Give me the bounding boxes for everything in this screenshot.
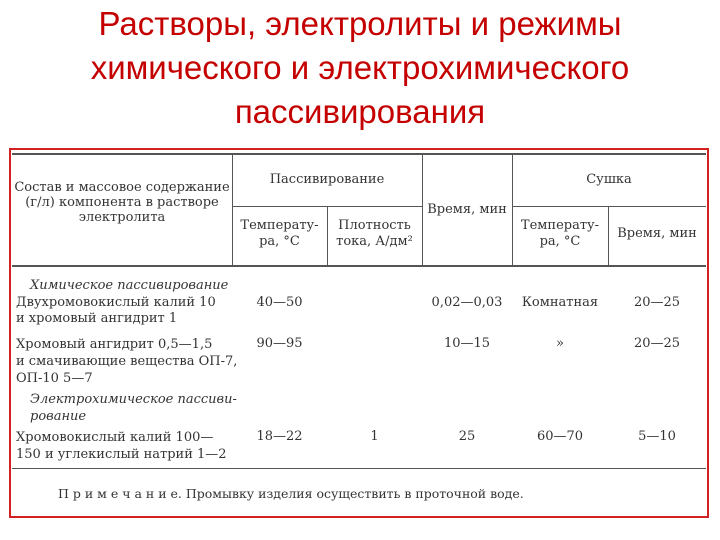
row3-temp: 18—22 bbox=[256, 429, 303, 444]
row2-drying-time: 20—25 bbox=[633, 336, 681, 351]
header-temp: Температу- ра, °С bbox=[240, 218, 319, 249]
slide-title bbox=[0, 2, 720, 134]
title-line-1: Растворы, электролиты и режимы bbox=[98, 5, 622, 42]
header-time: Время, мин bbox=[427, 202, 507, 217]
row2-composition: Хромовый ангидрит 0,5—1,5 и смачивающие вещества ОП-7, ОП-10 5—7 bbox=[16, 337, 238, 386]
title-line-2: химического и электрохимического bbox=[90, 49, 630, 86]
header-composition: Состав и массовое содержание (г/л) компонента в растворе электролита bbox=[14, 180, 230, 225]
title-line-3: пассивирования bbox=[234, 93, 486, 130]
section-electrochemical: Электрохимическое пассиви- рование bbox=[30, 392, 237, 424]
row1-composition: Двухромовокислый калий 10 и хромовый ангидрит 1 bbox=[16, 295, 216, 326]
rule-top bbox=[12, 153, 706, 155]
row3-time: 25 bbox=[458, 429, 476, 444]
row3-drying-time: 5—10 bbox=[638, 429, 676, 444]
row3-composition: Хромовокислый калий 100— 150 и углекислый натрий 1—2 bbox=[16, 430, 227, 462]
rule-header-bottom bbox=[12, 265, 706, 267]
header-drying-temp: Температу- ра, °С bbox=[520, 218, 600, 249]
table-note: П р и м е ч а н и е. Промывку изделия осуществить в проточной воде. bbox=[58, 486, 524, 501]
header-density: Плотность тока, А/дм² bbox=[336, 218, 413, 249]
rule-subheader-drying bbox=[512, 206, 706, 207]
row2-time: 10—15 bbox=[443, 336, 491, 351]
row1-time: 0,02—0,03 bbox=[431, 295, 503, 310]
row3-drying-temp: 60—70 bbox=[536, 429, 584, 444]
header-drying-time: Время, мин bbox=[617, 226, 697, 241]
header-passivation: Пассивирование bbox=[269, 172, 385, 187]
row1-temp: 40—50 bbox=[256, 295, 303, 310]
row1-drying-time: 20—25 bbox=[633, 295, 681, 310]
row3-density: 1 bbox=[370, 429, 379, 444]
row1-drying-temp: Комнатная bbox=[521, 295, 599, 310]
row2-temp: 90—95 bbox=[256, 336, 303, 351]
rule-note bbox=[12, 468, 706, 469]
passivation-table bbox=[12, 150, 706, 516]
header-drying: Сушка bbox=[586, 172, 632, 187]
section-chemical: Химическое пассивирование bbox=[30, 278, 229, 293]
row2-drying-temp: » bbox=[556, 336, 564, 351]
